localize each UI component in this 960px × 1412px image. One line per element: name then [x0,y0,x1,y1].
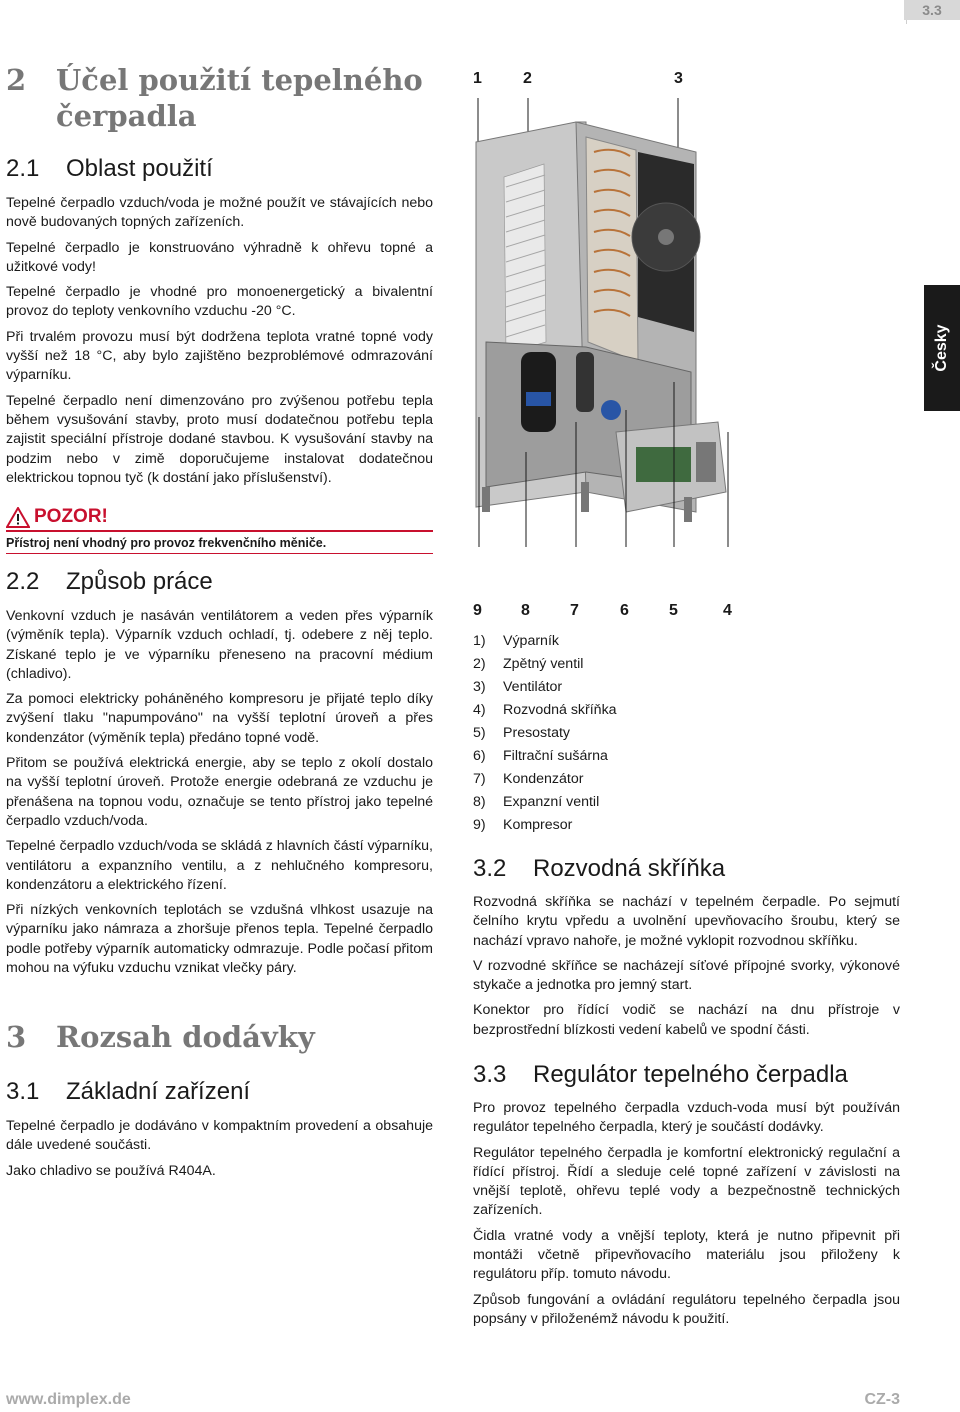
paragraph: Jako chladivo se používá R404A. [6,1162,216,1179]
paragraph: Tepelné čerpadlo není dimenzováno pro zvýšenou potřebu tepla během vysušování stavby, proto musí dodatečnou potřebu tepla zajistit speciální přístroje dodané stavbou. K vysušování stavby na podzim nebo v zimě doporučujeme instalovat dodatečnou elektrickou topnou tyč (k dostání jako příslušenství). [6,392,433,486]
heat-pump-illustration [466,92,766,552]
paragraph: Tepelné čerpadlo vzduch/voda se skládá z hlavních částí výparníku, ventilátoru a expanzního ventilu, a z nehlučného kompresoru, kondenzátoru a elektrického řízení. [6,838,433,893]
section-2-1-heading [6,155,213,183]
parts-list [473,630,617,837]
section-3-2-heading [473,855,725,883]
section-3-2-number: 3.2 [473,855,507,882]
list-item [473,653,617,676]
figure-label: 9 [473,602,482,619]
section-3-3-body [473,1099,900,1335]
figure-label: 1 [473,70,482,87]
section-2-2-body [6,607,433,984]
section-2-2-heading [6,568,213,596]
paragraph: Venkovní vzduch je nasáván ventilátorem a veden přes výparník (výměník tepla). Výparník vzduch ochladí, tj. odebere z něj teplo. Získané teplo je ve výparníku přeneseno na pracovní médium (chladivo). [6,608,433,682]
section-2-title: Účel použití tepelného čerpadla [56,63,423,133]
item-number: 3) [473,679,486,695]
item-label: Kondenzátor [503,771,584,787]
figure-label: 6 [620,602,629,619]
warning-title: POZOR! [34,506,108,527]
section-2-number: 2 [6,63,27,97]
section-3-2-body [473,893,900,1046]
list-item [473,791,617,814]
paragraph: Tepelné čerpadlo je dodáváno v kompaktním provedení a obsahuje dále uvedené součásti. [6,1118,433,1154]
section-2-2-title: Způsob práce [66,568,213,595]
section-3-1-number: 3.1 [6,1078,40,1105]
paragraph: Tepelné čerpadlo je konstruováno výhradně k ohřevu topné a užitkové vody! [6,239,433,275]
list-item [473,722,617,745]
section-3-3-heading [473,1061,848,1089]
item-number: 6) [473,748,486,764]
paragraph: Pro provoz tepelného čerpadla vzduch-voda musí být používán regulátor tepelného čerpadla, který je součástí dodávky. [473,1100,900,1136]
footer-page-number: CZ-3 [864,1391,900,1408]
figure-label: 8 [521,602,530,619]
section-2-1-body [6,194,433,494]
list-item [473,676,617,699]
warning-icon [6,507,30,528]
item-label: Ventilátor [503,679,563,695]
paragraph: Při trvalém provozu musí být dodržena teplota vratné topné vody vyšší než 18 °C, aby bylo zajištěno bezproblémové odmrazování výparníku. [6,328,433,384]
warning-rule [6,530,433,532]
paragraph: Při nízkých venkovních teplotách se vzdušná vlhkost usazuje na výparníku jako námraza a zhoršuje přenos tepla. Tepelné čerpadlo podle potřeby výparník automaticky odmrazuje. Podle počasí přitom mohou na výfuku vzduchu vznikat vlečky páry. [6,902,433,977]
item-number: 2) [473,656,486,672]
item-number: 9) [473,817,486,833]
item-label: Expanzní ventil [503,794,600,810]
list-item [473,745,617,768]
paragraph: Regulátor tepelného čerpadla je komfortní elektronický regulační a řídící přístroj. Řídí a sleduje celé topné zařízení v závislosti na vnější teplotě, ohřevu teplé vody a bezpečnostně technických zařízeních. [473,1144,900,1219]
item-label: Presostaty [503,725,571,741]
paragraph: Přitom se používá elektrická energie, aby se teplo z okolí dostalo na vyšší teplotní úroveň. Protože energie odebraná ze vzduchu je přenášena na topnou vodu, označuje se tento přístroj jako tepelné čerpadlo vzduch/voda. [6,755,433,829]
section-3-3-title: Regulátor tepelného čerpadla [533,1061,848,1088]
item-label: Kompresor [503,817,573,833]
section-3-number: 3 [6,1020,27,1054]
paragraph: Způsob fungování a ovládání regulátoru tepelného čerpadla jsou popsány v přiloženémž návodu k použití. [473,1291,900,1327]
section-2-heading [6,62,446,134]
item-label: Rozvodná skříňka [503,702,617,718]
figure-label: 5 [669,602,678,619]
paragraph: V rozvodné skříňce se nacházejí síťové přípojné svorky, výkonové stykače a jednotka pro jemný start. [473,957,900,994]
section-2-1-title: Oblast použití [66,155,213,182]
section-3-1-body [6,1117,433,1187]
list-item [473,699,617,722]
paragraph: Tepelné čerpadlo vzduch/voda je možné použít ve stávajících nebo nově budovaných topných zařízeních. [6,195,433,231]
warning-box [6,506,433,554]
page-tab: 3.3 [904,0,960,20]
warning-text: Přístroj není vhodný pro provoz frekvenčního měniče. [6,536,327,550]
section-2-1-number: 2.1 [6,155,40,182]
section-3-3-number: 3.3 [473,1061,507,1088]
section-3-2-title: Rozvodná skříňka [533,855,726,882]
language-tab-label: Česky [933,324,950,372]
paragraph: Konektor pro řídící vodič se nachází na dnu přístroje v bezprostřední blízkosti vedení kabelů ve spodní části. [473,1002,900,1038]
language-tab [924,285,960,411]
figure-label: 2 [523,70,532,87]
paragraph: Rozvodná skříňka se nachází v tepelném čerpadle. Po sejmutí čelního krytu vpředu a uvolnění upevňovacího šroubu, který se nachází vpravo nahoře, je možné vyklopit rozvodnou skříňku. [473,894,900,949]
figure-label: 3 [674,70,683,87]
item-number: 1) [473,633,486,649]
item-number: 7) [473,771,486,787]
paragraph: Čidla vratné vody a vnější teploty, která je nutno připevnit při montáži včetně připevňovacího materiálu jsou přiloženy k regulátoru příp. tomuto návodu. [473,1227,900,1283]
section-3-1-title: Základní zařízení [66,1078,251,1105]
item-number: 4) [473,702,486,718]
figure-label: 7 [570,602,579,619]
section-3-1-heading [6,1078,250,1106]
item-label: Zpětný ventil [503,656,584,672]
list-item [473,630,617,653]
section-3-title: Rozsah dodávky [56,1020,315,1054]
item-label: Filtrační sušárna [503,748,608,764]
figure-label: 4 [723,602,732,619]
section-3-heading [6,1019,315,1055]
section-2-2-number: 2.2 [6,568,40,595]
item-label: Výparník [503,633,559,649]
item-number: 5) [473,725,486,741]
paragraph: Za pomoci elektricky poháněného kompresoru je přijaté teplo díky zvýšení tlaku "napumpováno" na vyšší teplotní úroveň a přes kondenzátor (výměník tepla) předáno topné vodě. [6,691,433,746]
list-item [473,814,617,837]
warning-rule-bottom [6,553,433,554]
paragraph: Tepelné čerpadlo je vhodné pro monoenergetický a bivalentní provoz do teploty venkovního vzduchu -20 °C. [6,284,433,320]
item-number: 8) [473,794,486,810]
footer-website: www.dimplex.de [6,1391,131,1408]
list-item [473,768,617,791]
